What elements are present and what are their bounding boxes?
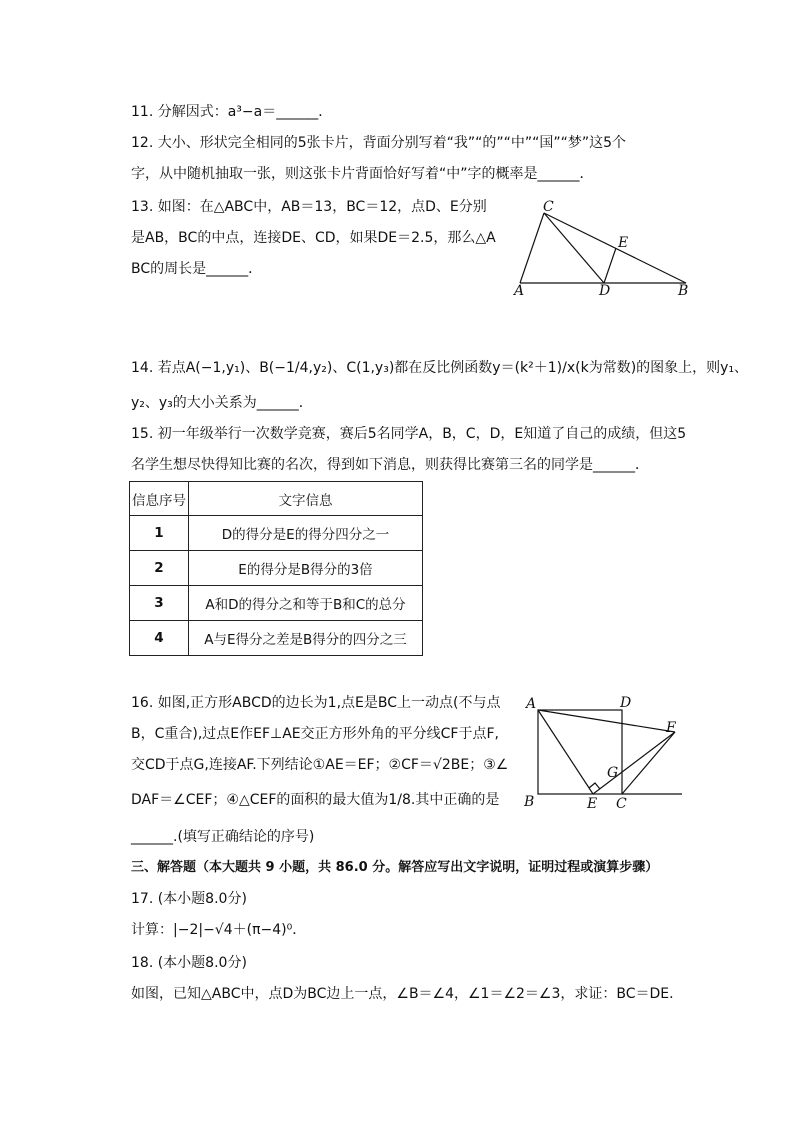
label-e: E: [587, 796, 598, 812]
segment-ef: [593, 732, 675, 794]
square-figure-q16: [520, 692, 695, 817]
question-17-line-1: 17. (本小题8.0分): [131, 891, 247, 907]
cell-number: 1: [130, 516, 189, 551]
question-13-line-2: 是AB，BC的中点，连接DE、CD，如果DE＝2.5，那么△A: [131, 230, 496, 246]
question-12-line-2: 字，从中随机抽取一张，则这张卡片背面恰好写着“中”字的概率是______．: [131, 166, 594, 182]
label-g: G: [607, 765, 619, 781]
segment-de: [604, 248, 616, 283]
label-a: A: [526, 696, 537, 712]
cell-number: 4: [130, 621, 189, 656]
header-info-number: 信息序号: [130, 482, 189, 516]
label-e: E: [618, 235, 629, 251]
triangle-figure-q13: [500, 195, 700, 305]
table-header-row: [130, 482, 423, 516]
segment-ac: [520, 213, 544, 283]
question-14-line-1: 14. 若点A(−1,y₁)、B(−1/4,y₂)、C(1,y₃)都在反比例函数y＝(k²＋1)/x(k为常数)的图象上，则y₁、: [131, 360, 749, 376]
header-info-text: 文字信息: [189, 482, 423, 516]
cell-number: 2: [130, 551, 189, 586]
question-18-line-1: 18. (本小题8.0分): [131, 955, 247, 971]
segment-cf: [622, 732, 675, 794]
label-c: C: [543, 199, 554, 215]
question-16-line-5: ______.(填写正确结论的序号): [131, 829, 315, 845]
label-a: A: [514, 283, 525, 299]
segment-ae: [538, 710, 593, 794]
cell-text: E的得分是B得分的3倍: [189, 551, 423, 586]
right-angle-mark: [589, 783, 600, 789]
question-16-line-3: 交CD于点G,连接AF.下列结论①AE＝EF；②CF＝√2BE；③∠: [131, 757, 509, 773]
question-16-line-1: 16. 如图,正方形ABCD的边长为1,点E是BC上一动点(不与点: [131, 695, 501, 711]
table-row: [130, 586, 423, 621]
segment-cd: [544, 213, 604, 283]
section-3-heading: 三、解答题（本大题共 9 小题，共 86.0 分。解答应写出文字说明，证明过程或演算步骤）: [131, 860, 659, 875]
question-14-line-2: y₂、y₃的大小关系为______．: [131, 395, 313, 411]
cell-number: 3: [130, 586, 189, 621]
question-15-line-1: 15. 初一年级举行一次数学竞赛，赛后5名同学A，B，C，D，E知道了自己的成绩，但这5: [131, 426, 687, 442]
table-row: [130, 516, 423, 551]
label-b: B: [678, 283, 689, 299]
label-c: C: [616, 796, 627, 812]
info-table: [129, 481, 423, 656]
question-17-line-2: 计算：|−2|−√4＋(π−4)⁰．: [131, 922, 307, 938]
segment-af: [538, 710, 675, 732]
label-b: B: [524, 794, 535, 810]
segment-cb: [544, 213, 686, 283]
question-11: 11. 分解因式：a³−a＝______．: [131, 104, 333, 120]
label-f: F: [666, 720, 676, 736]
cell-text: A与E得分之差是B得分的四分之三: [189, 621, 423, 656]
cell-text: D的得分是E的得分四分之一: [189, 516, 423, 551]
table-row: [130, 551, 423, 586]
question-13-line-1: 13. 如图：在△ABC中，AB＝13，BC＝12，点D、E分别: [131, 199, 487, 215]
table-row: [130, 621, 423, 656]
label-d: D: [620, 695, 632, 711]
question-16-line-2: B，C重合),过点E作EF⊥AE交正方形外角的平分线CF于点F,: [131, 726, 499, 742]
question-12-line-1: 12. 大小、形状完全相同的5张卡片，背面分别写着“我”“的”“中”“国”“梦”这5个: [131, 135, 627, 151]
cell-text: A和D的得分之和等于B和C的总分: [189, 586, 423, 621]
question-15-line-2: 名学生想尽快得知比赛的名次，得到如下消息，则获得比赛第三名的同学是______．: [131, 457, 649, 473]
question-13-line-3: BC的周长是______．: [131, 261, 263, 277]
label-d: D: [599, 283, 611, 299]
question-18-line-2: 如图，已知△ABC中，点D为BC边上一点，∠B＝∠4，∠1＝∠2＝∠3，求证：BC＝DE．: [131, 986, 684, 1002]
question-16-line-4: DAF＝∠CEF；④△CEF的面积的最大值为1/8.其中正确的是: [131, 792, 500, 808]
